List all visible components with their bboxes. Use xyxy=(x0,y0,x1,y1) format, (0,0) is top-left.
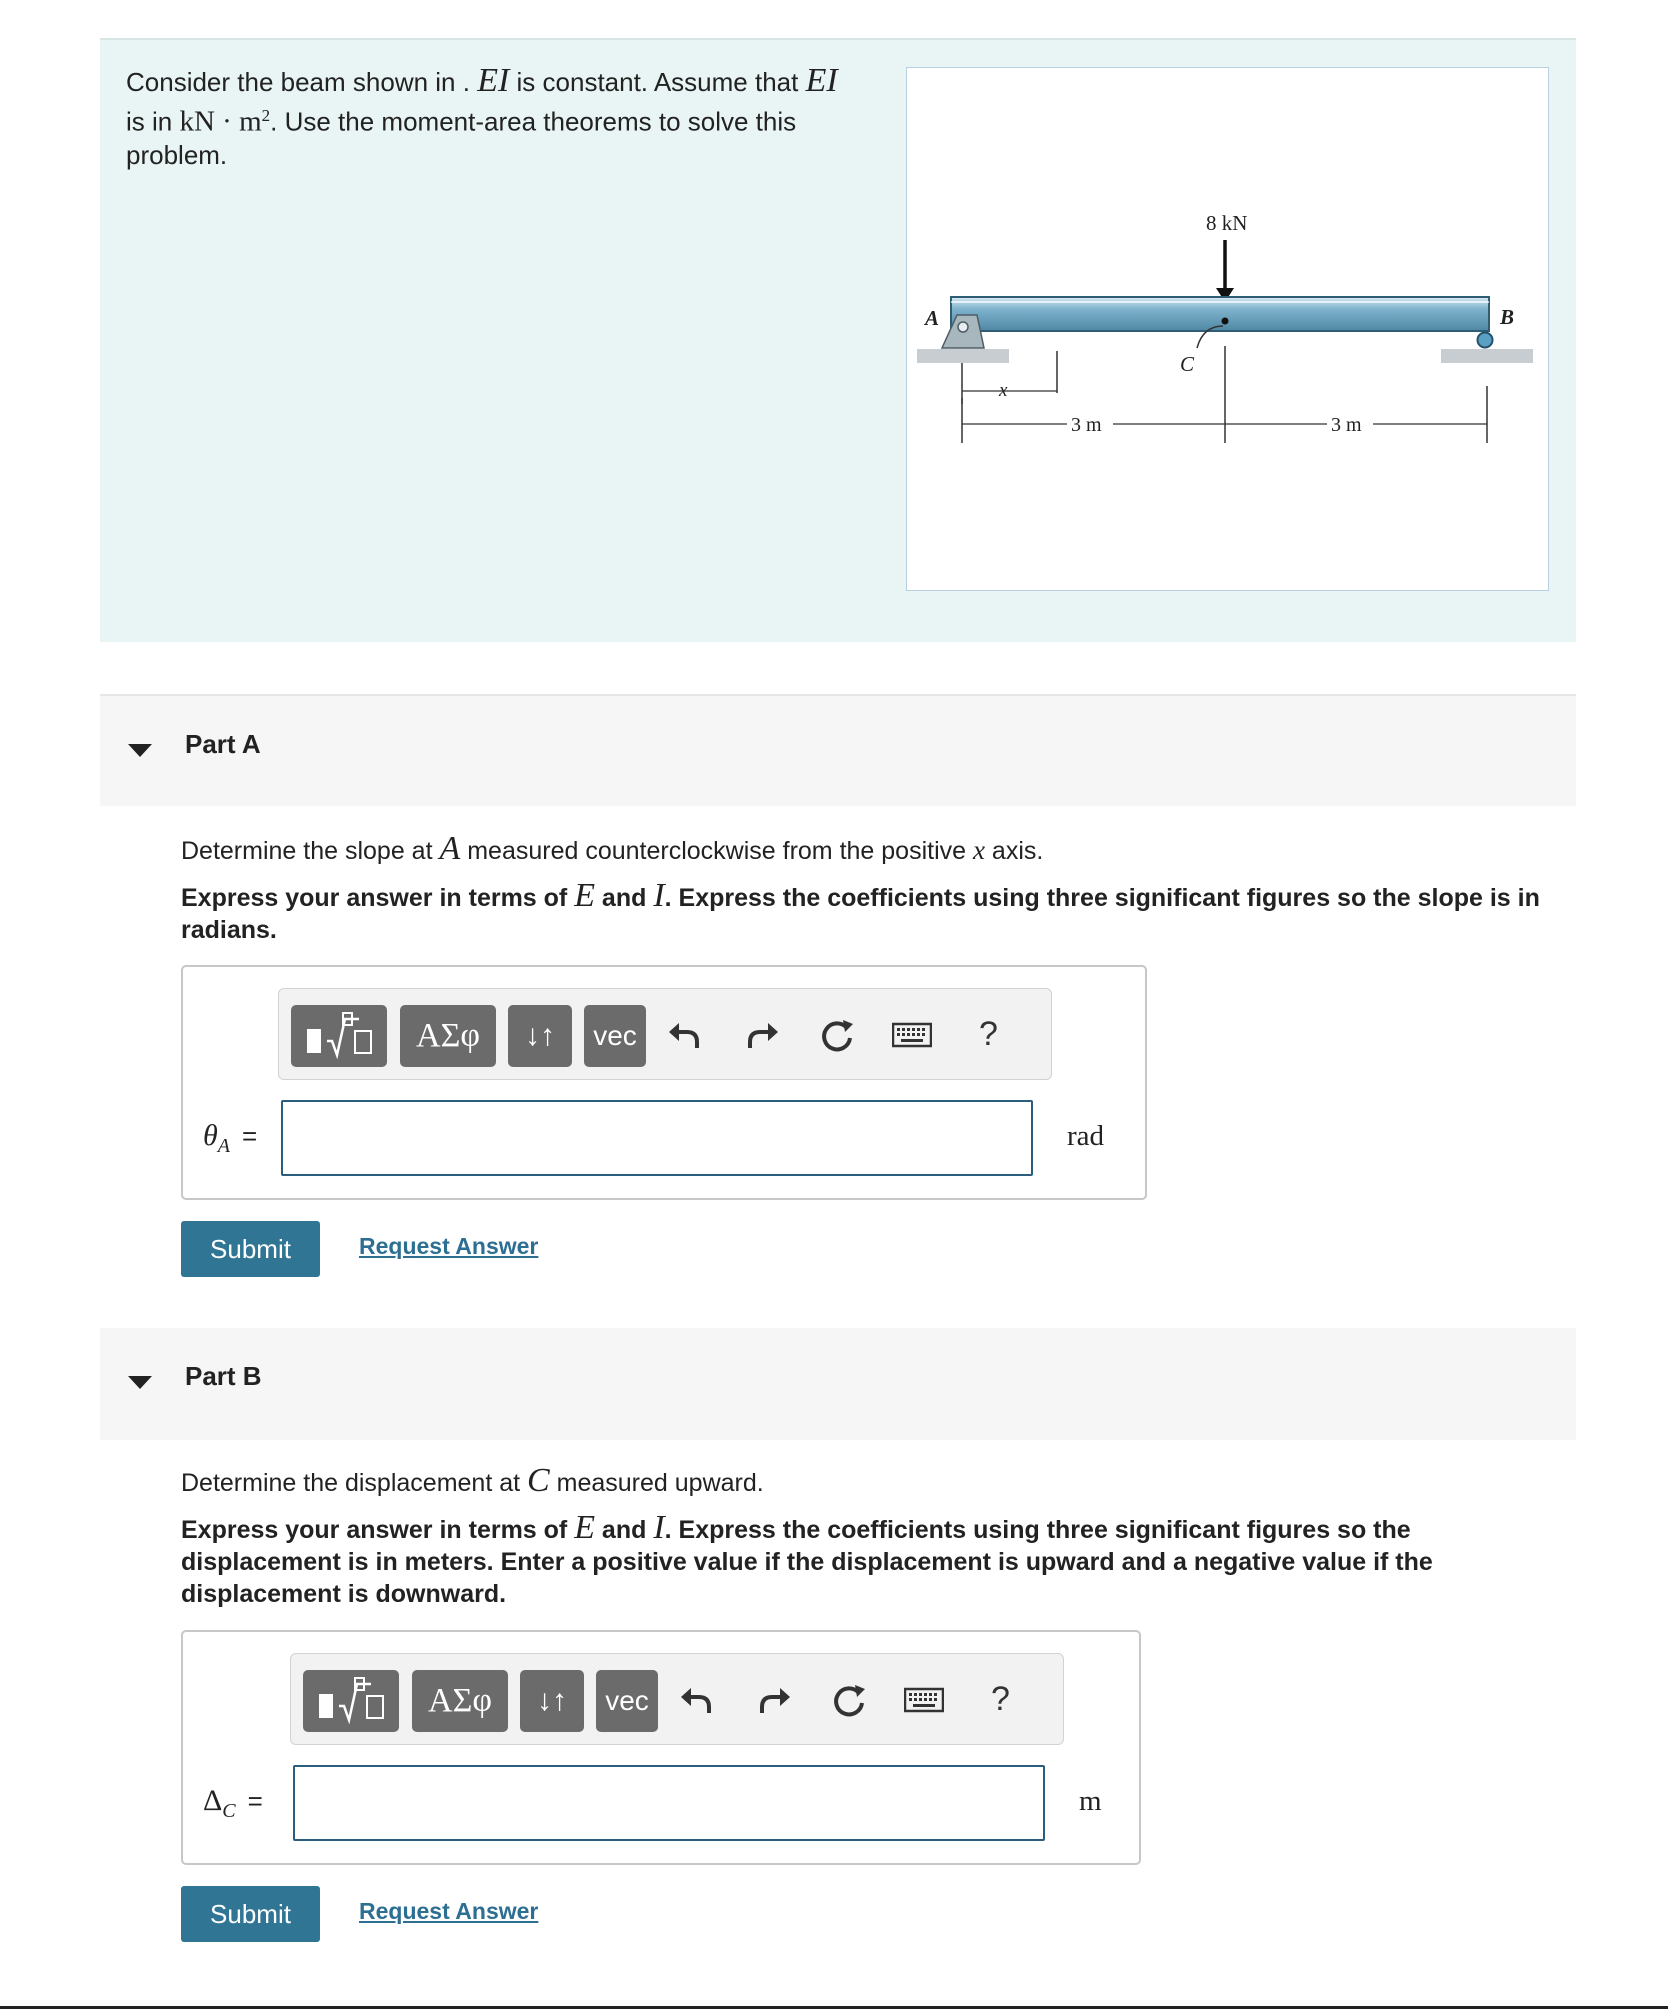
ground-a xyxy=(917,349,1009,363)
problem-intro xyxy=(100,38,1576,642)
label-b: B xyxy=(1500,305,1515,329)
templates-button[interactable] xyxy=(291,1005,387,1067)
greek-symbols-button[interactable]: ΑΣφ xyxy=(412,1670,508,1732)
beam-figure[interactable] xyxy=(906,67,1549,591)
delta-c-input[interactable] xyxy=(293,1765,1045,1841)
redo-icon[interactable] xyxy=(739,1013,785,1059)
part-b-answer-box xyxy=(181,1630,1141,1865)
subscript-superscript-button[interactable]: ↓↑ xyxy=(508,1005,572,1067)
label-a: A xyxy=(925,306,940,330)
collapse-caret-icon[interactable] xyxy=(128,1376,152,1389)
part-a-answer-box xyxy=(181,965,1147,1200)
pin-a xyxy=(958,322,968,332)
reset-icon[interactable] xyxy=(826,1678,872,1724)
label-c: C xyxy=(1180,352,1195,376)
part-b-request-answer-link[interactable]: Request Answer xyxy=(359,1898,539,1924)
help-button[interactable]: ? xyxy=(979,1015,998,1053)
templates-button[interactable] xyxy=(303,1670,399,1732)
vector-button[interactable]: vec xyxy=(596,1670,658,1732)
theta-a-unit: rad xyxy=(1067,1120,1105,1152)
ground-b xyxy=(1441,349,1533,363)
part-b-question: Determine the displacement at C measured upward. xyxy=(181,1462,764,1499)
load-label: 8 kN xyxy=(1206,211,1248,235)
part-a-question: Determine the slope at A measured counterclockwise from the positive x axis. xyxy=(181,830,1044,867)
problem-statement: Consider the beam shown in . EI is constant. Assume that EI is in kN · $m^2$. Use the moment-area theorems to solve this problem. xyxy=(126,62,838,170)
math-toolbar xyxy=(278,988,1052,1080)
part-b-title: Part B xyxy=(185,1361,262,1391)
part-a-request-answer-link[interactable]: Request Answer xyxy=(359,1233,539,1259)
part-a-title: Part A xyxy=(185,729,261,759)
reset-icon[interactable] xyxy=(814,1013,860,1059)
templates-icon xyxy=(299,1011,379,1061)
greek-symbols-button[interactable]: ΑΣφ xyxy=(400,1005,496,1067)
point-c-marker xyxy=(1222,318,1229,325)
undo-icon[interactable] xyxy=(662,1013,708,1059)
beam-diagram xyxy=(907,68,1550,592)
delta-c-unit: m xyxy=(1079,1785,1102,1817)
vector-button[interactable]: vec xyxy=(584,1005,646,1067)
subscript-superscript-button[interactable]: ↓↑ xyxy=(520,1670,584,1732)
part-b-instructions: Express your answer in terms of E and I. Express the coefficients using three significant figures so the displacement is in meters. Enter a positive value if the displacement is upward and a negative value if the displacement is downward. xyxy=(181,1509,1433,1608)
part-a-header[interactable] xyxy=(100,694,1576,806)
templates-icon xyxy=(311,1676,391,1726)
help-button[interactable]: ? xyxy=(991,1680,1010,1718)
part-b-submit-button[interactable]: Submit xyxy=(181,1886,320,1942)
label-x: x xyxy=(999,380,1008,401)
keyboard-icon[interactable] xyxy=(889,1013,935,1059)
theta-a-label: $\theta_A$ = xyxy=(203,1119,258,1157)
dim-right-label: 3 m xyxy=(1331,414,1362,436)
theta-a-input[interactable] xyxy=(281,1100,1033,1176)
delta-c-label: $\Delta_C$ = xyxy=(203,1784,263,1822)
roller-b xyxy=(1478,333,1493,348)
part-a-instructions: Express your answer in terms of E and I. Express the coefficients using three significant figures so the slope is in radians. xyxy=(181,877,1540,944)
collapse-caret-icon[interactable] xyxy=(128,744,152,757)
keyboard-icon[interactable] xyxy=(901,1678,947,1724)
part-b-header[interactable] xyxy=(100,1328,1576,1440)
redo-icon[interactable] xyxy=(751,1678,797,1724)
undo-icon[interactable] xyxy=(674,1678,720,1724)
part-a-submit-button[interactable]: Submit xyxy=(181,1221,320,1277)
dim-left-label: 3 m xyxy=(1071,414,1102,436)
math-toolbar xyxy=(290,1653,1064,1745)
